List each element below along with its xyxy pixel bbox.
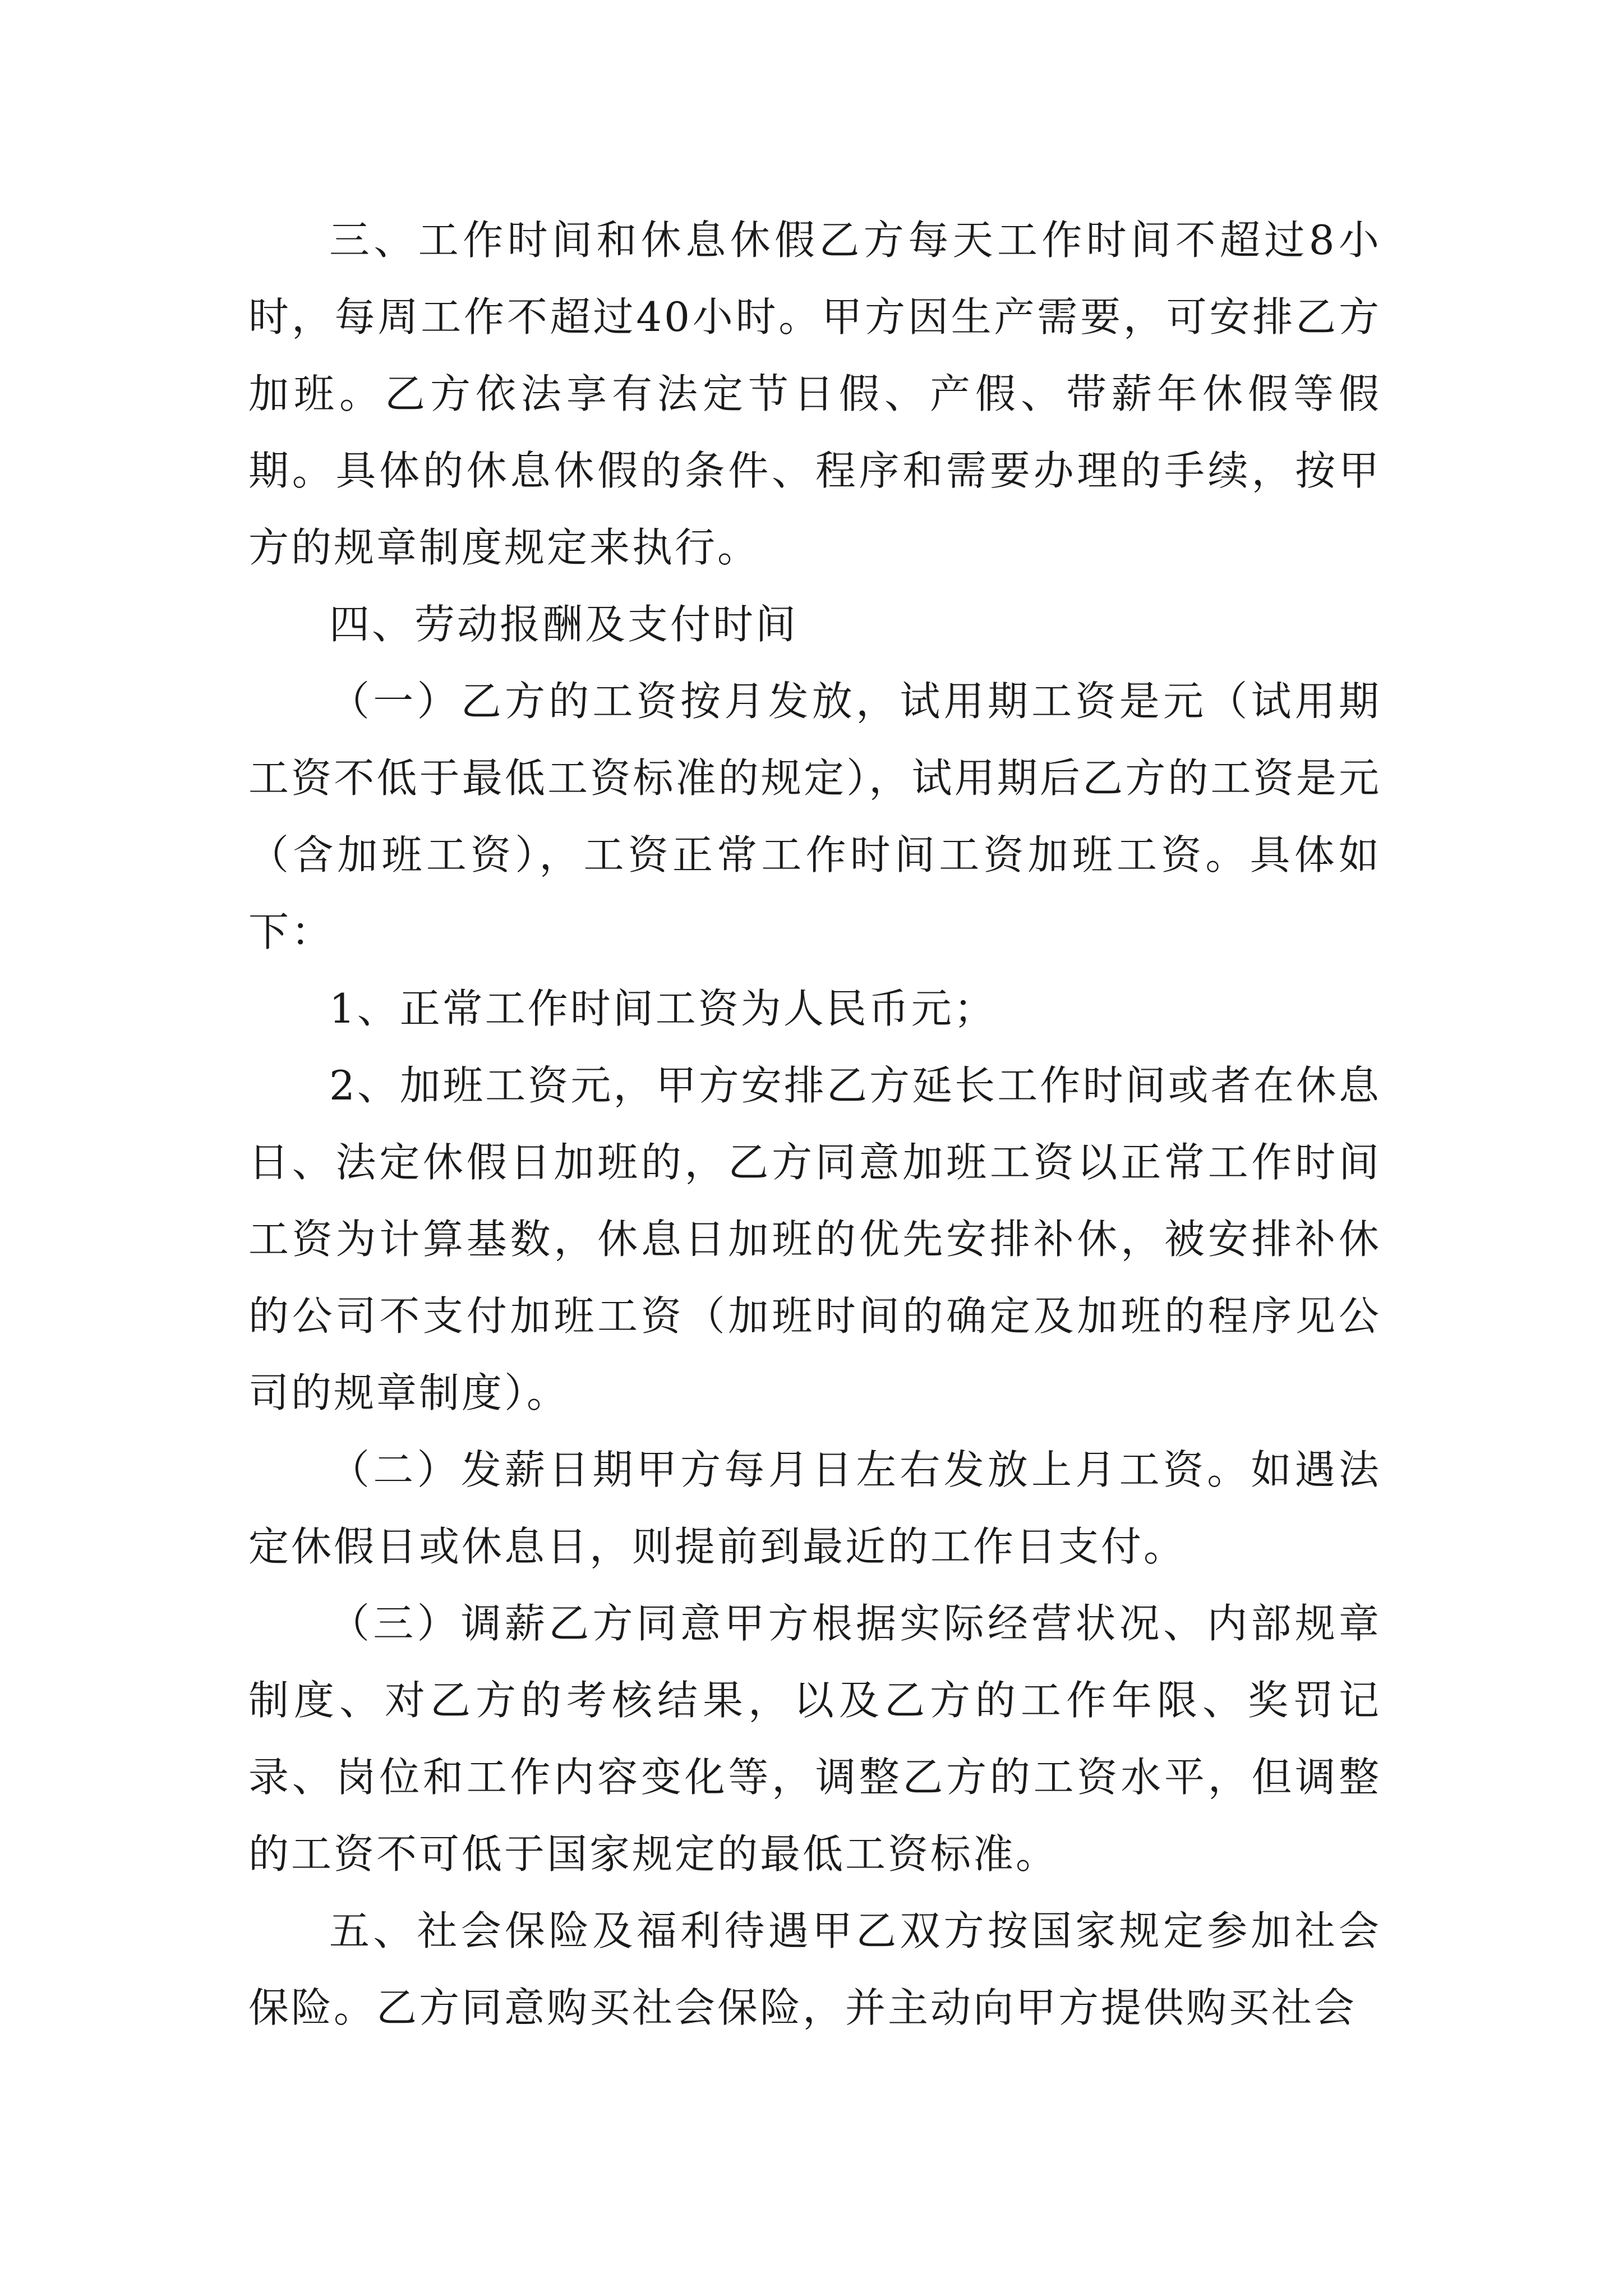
paragraph-remuneration-heading: 四、劳动报酬及支付时间 (329, 601, 799, 648)
paragraph-working-hours: 三、工作时间和休息休假乙方每天工作时间不超过8小时，每周工作不超过40小时。甲方因生产需要，可安排乙方加班。乙方依法享有法定节日假、产假、带薪年休假等假期。具体的休息休假的条件、程序和需要办理的手续，按甲方的规章制度规定来执行。 (248, 217, 1381, 571)
paragraph-overtime-wage: 2、加班工资元，甲方安排乙方延长工作时间或者在休息日、法定休假日加班的，乙方同意加班工资以正常工作时间工资为计算基数，休息日加班的优先安排补休，被安排补休的公司不支付加班工资（加班时间的确定及加班的程序见公司的规章制度）。 (248, 1062, 1381, 1416)
paragraph-normal-wage: 1、正常工作时间工资为人民币元； (329, 985, 997, 1032)
paragraph-social-insurance: 五、社会保险及福利待遇甲乙双方按国家规定参加社会保险。乙方同意购买社会保险，并主动向甲方提供购买社会 (248, 1907, 1381, 2031)
paragraph-salary-adjustment: （三）调薪乙方同意甲方根据实际经营状况、内部规章制度、对乙方的考核结果，以及乙方的工作年限、奖罚记录、岗位和工作内容变化等，调整乙方的工资水平，但调整的工资不可低于国家规定的最低工资标准。 (248, 1600, 1381, 1878)
paragraph-payday: （二）发薪日期甲方每月日左右发放上月工资。如遇法定休假日或休息日，则提前到最近的工作日支付。 (248, 1446, 1381, 1570)
document-body (248, 202, 1381, 2046)
paragraph-salary-monthly: （一）乙方的工资按月发放，试用期工资是元（试用期工资不低于最低工资标准的规定），试用期后乙方的工资是元（含加班工资），工资正常工作时间工资加班工资。具体如下： (248, 678, 1381, 955)
